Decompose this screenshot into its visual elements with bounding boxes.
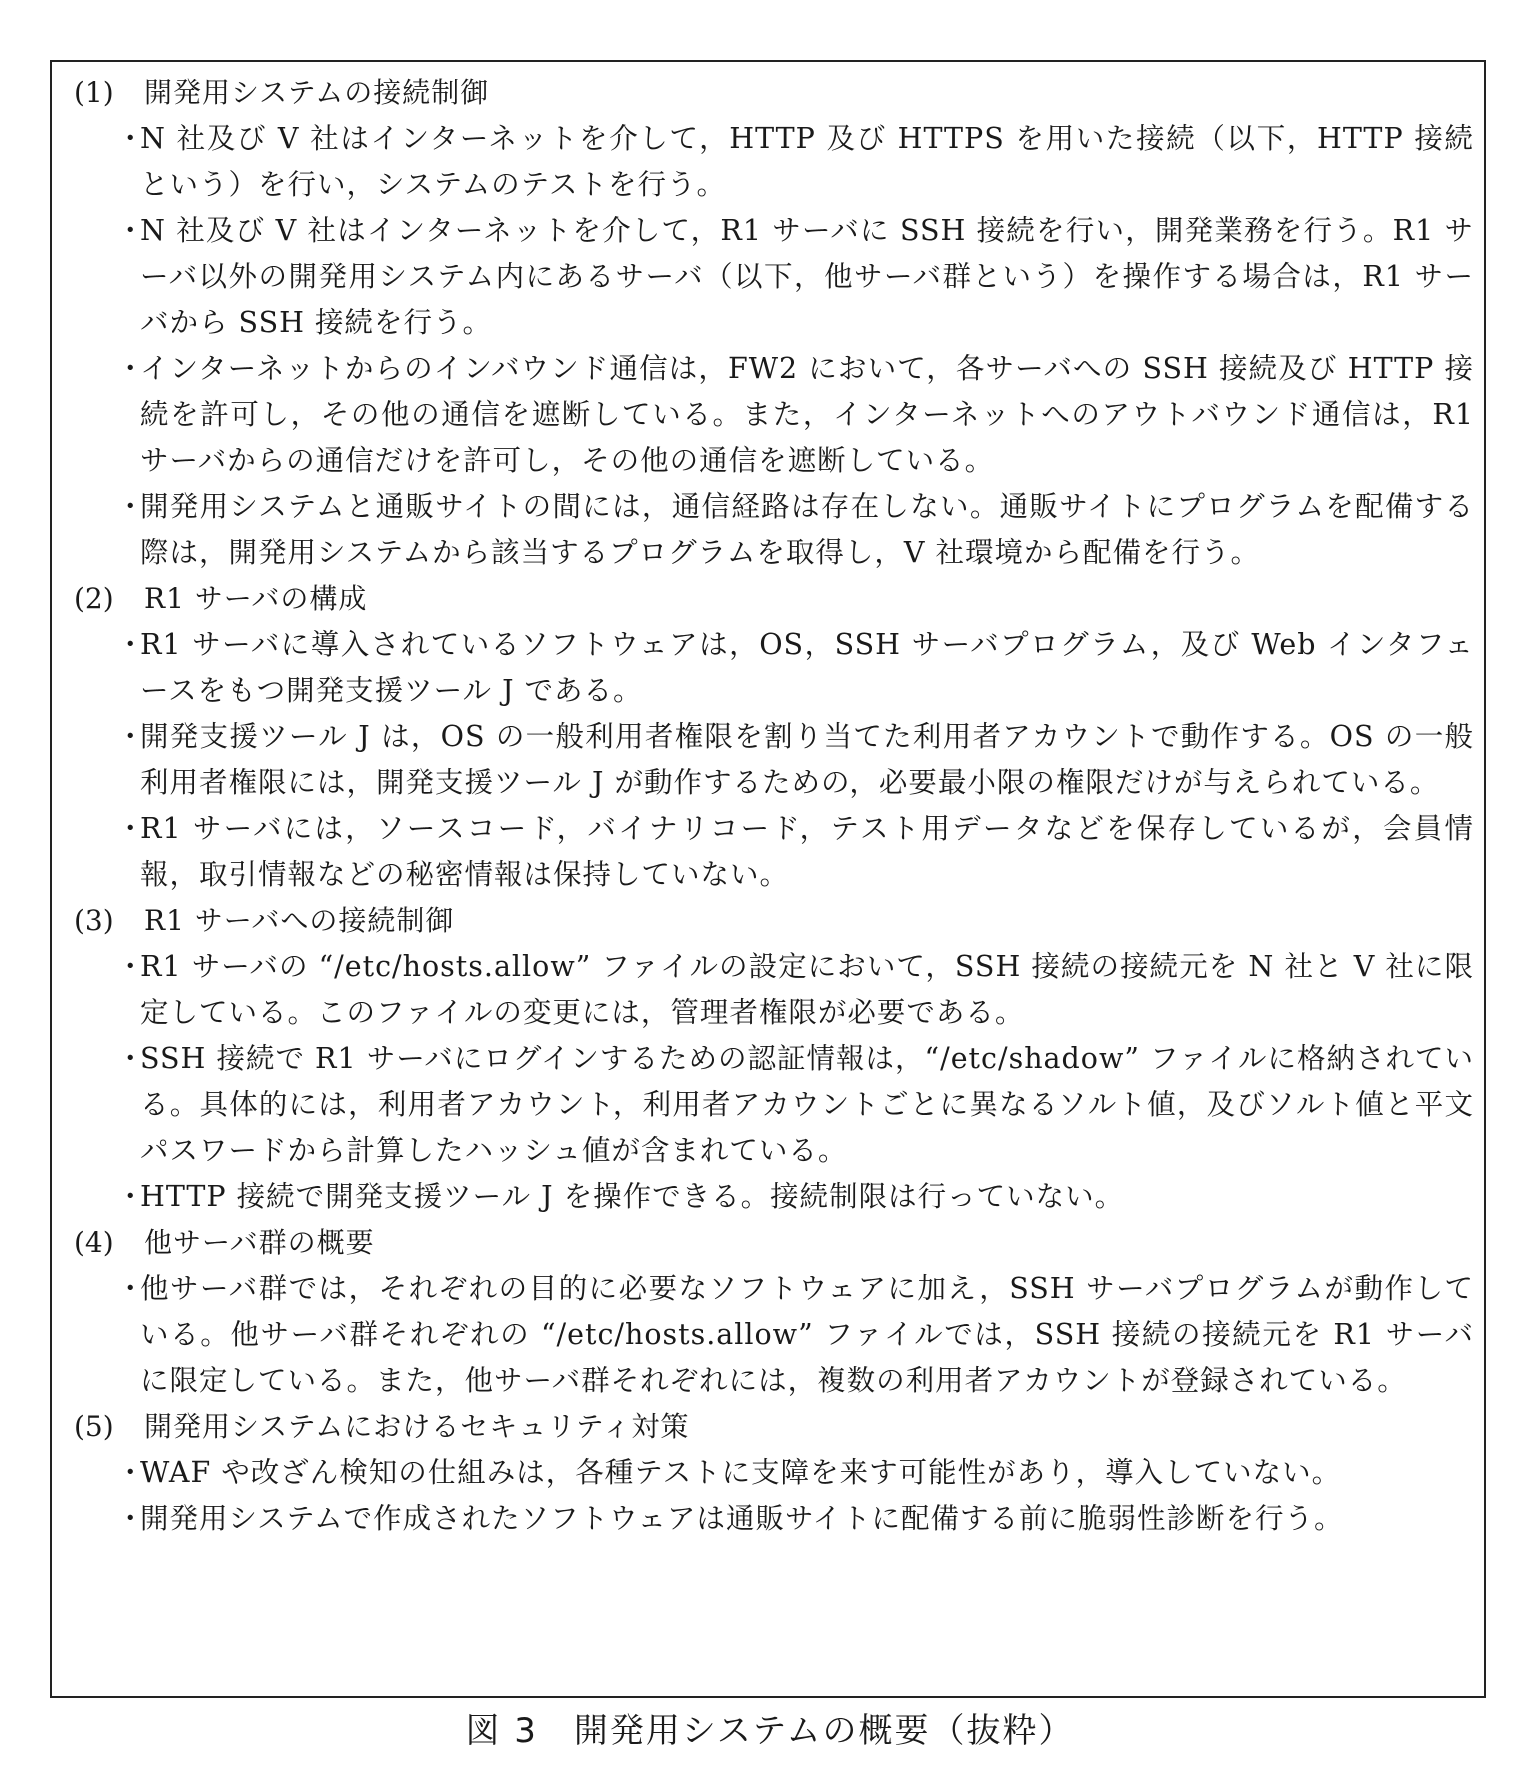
bullet-text: N 社及び V 社はインターネットを介して，R1 サーバに SSH 接続を行い，開発業務を行う。R1 サーバ以外の開発用システム内にあるサーバ（以下，他サーバ群という）を操作する場合は，R1 サーバから SSH 接続を行う。	[140, 214, 1474, 339]
bullet-marker: ・	[116, 490, 146, 523]
bullet-marker: ・	[116, 950, 146, 983]
bullet-text: R1 サーバに導入されているソフトウェアは，OS，SSH サーバプログラム，及び Web インタフェースをもつ開発支援ツール J である。	[140, 628, 1474, 707]
bullet-marker: ・	[116, 812, 146, 845]
section-heading	[74, 1404, 1474, 1450]
bullet-marker: ・	[116, 1272, 146, 1305]
bullet-text: WAF や改ざん検知の仕組みは，各種テストに支障を来す可能性があり，導入していない。	[140, 1456, 1342, 1489]
section-title: R1 サーバへの接続制御	[144, 904, 455, 937]
bullet-item	[74, 208, 1474, 346]
bullet-text: インターネットからのインバウンド通信は，FW2 において，各サーバへの SSH 接続及び HTTP 接続を許可し，その他の通信を遮断している。また，インターネットへのアウトバウンド通信は，R1 サーバからの通信だけを許可し，その他の通信を遮断している。	[140, 352, 1474, 477]
bullet-item	[74, 806, 1474, 898]
bullet-text: SSH 接続で R1 サーバにログインするための認証情報は，“/etc/shadow” ファイルに格納されている。具体的には，利用者アカウント，利用者アカウントごとに異なるソルト値，及びソルト値と平文パスワードから計算したハッシュ値が含まれている。	[140, 1042, 1474, 1167]
bullet-item	[74, 346, 1474, 484]
bullet-text: 開発用システムで作成されたソフトウェアは通販サイトに配備する前に脆弱性診断を行う。	[140, 1502, 1344, 1535]
bullet-item	[74, 1450, 1474, 1496]
section-title: 開発用システムにおけるセキュリティ対策	[144, 1410, 690, 1443]
bullet-text: N 社及び V 社はインターネットを介して，HTTP 及び HTTPS を用いた接続（以下，HTTP 接続という）を行い，システムのテストを行う。	[140, 122, 1474, 201]
figure-caption: 図 3 開発用システムの概要（抜粋）	[465, 1711, 1075, 1751]
section-number: (3)	[74, 904, 114, 937]
bullet-marker: ・	[116, 1180, 146, 1213]
section-number: (2)	[74, 582, 114, 615]
section-number: (1)	[74, 76, 114, 109]
bullet-text: R1 サーバには，ソースコード，バイナリコード，テスト用データなどを保存しているが，会員情報，取引情報などの秘密情報は保持していない。	[140, 812, 1474, 891]
bullet-item	[74, 1036, 1474, 1174]
bullet-marker: ・	[116, 1042, 146, 1075]
bullet-item	[74, 484, 1474, 576]
section-number: (5)	[74, 1410, 114, 1443]
bullet-item	[74, 944, 1474, 1036]
bullet-marker: ・	[116, 628, 146, 661]
bullet-item	[74, 1174, 1474, 1220]
bullet-marker: ・	[116, 352, 146, 385]
section-1	[74, 70, 1474, 576]
section-title: 開発用システムの接続制御	[144, 76, 490, 109]
bullet-item	[74, 622, 1474, 714]
section-heading	[74, 576, 1474, 622]
bullet-marker: ・	[116, 720, 146, 753]
bullet-item	[74, 714, 1474, 806]
section-heading	[74, 1220, 1474, 1266]
section-title: R1 サーバの構成	[144, 582, 368, 615]
section-4	[74, 1220, 1474, 1404]
bullet-marker: ・	[116, 1456, 146, 1489]
section-heading	[74, 898, 1474, 944]
bullet-marker: ・	[116, 1502, 146, 1535]
bullet-item	[74, 116, 1474, 208]
section-title: 他サーバ群の概要	[144, 1226, 375, 1259]
section-heading	[74, 70, 1474, 116]
section-2	[74, 576, 1474, 898]
bullet-text: HTTP 接続で開発支援ツール J を操作できる。接続制限は行っていない。	[140, 1180, 1125, 1213]
bullet-marker: ・	[116, 122, 146, 155]
section-number: (4)	[74, 1226, 114, 1259]
bullet-text: R1 サーバの “/etc/hosts.allow” ファイルの設定において，SSH 接続の接続元を N 社と V 社に限定している。このファイルの変更には，管理者権限が必要である。	[140, 950, 1474, 1029]
figure-content	[74, 70, 1474, 1542]
bullet-text: 開発支援ツール J は，OS の一般利用者権限を割り当てた利用者アカウントで動作する。OS の一般利用者権限には，開発支援ツール J が動作するための，必要最小限の権限だけが与えられている。	[140, 720, 1474, 799]
bullet-marker: ・	[116, 214, 146, 247]
bullet-text: 他サーバ群では，それぞれの目的に必要なソフトウェアに加え，SSH サーバプログラムが動作している。他サーバ群それぞれの “/etc/hosts.allow” ファイルでは，SSH 接続の接続元を R1 サーバに限定している。また，他サーバ群それぞれには，複数の利用者アカウントが登録されている。	[140, 1272, 1474, 1397]
bullet-item	[74, 1266, 1474, 1404]
section-5	[74, 1404, 1474, 1542]
bullet-text: 開発用システムと通販サイトの間には，通信経路は存在しない。通販サイトにプログラムを配備する際は，開発用システムから該当するプログラムを取得し，V 社環境から配備を行う。	[140, 490, 1474, 569]
bullet-item	[74, 1496, 1474, 1542]
section-3	[74, 898, 1474, 1220]
